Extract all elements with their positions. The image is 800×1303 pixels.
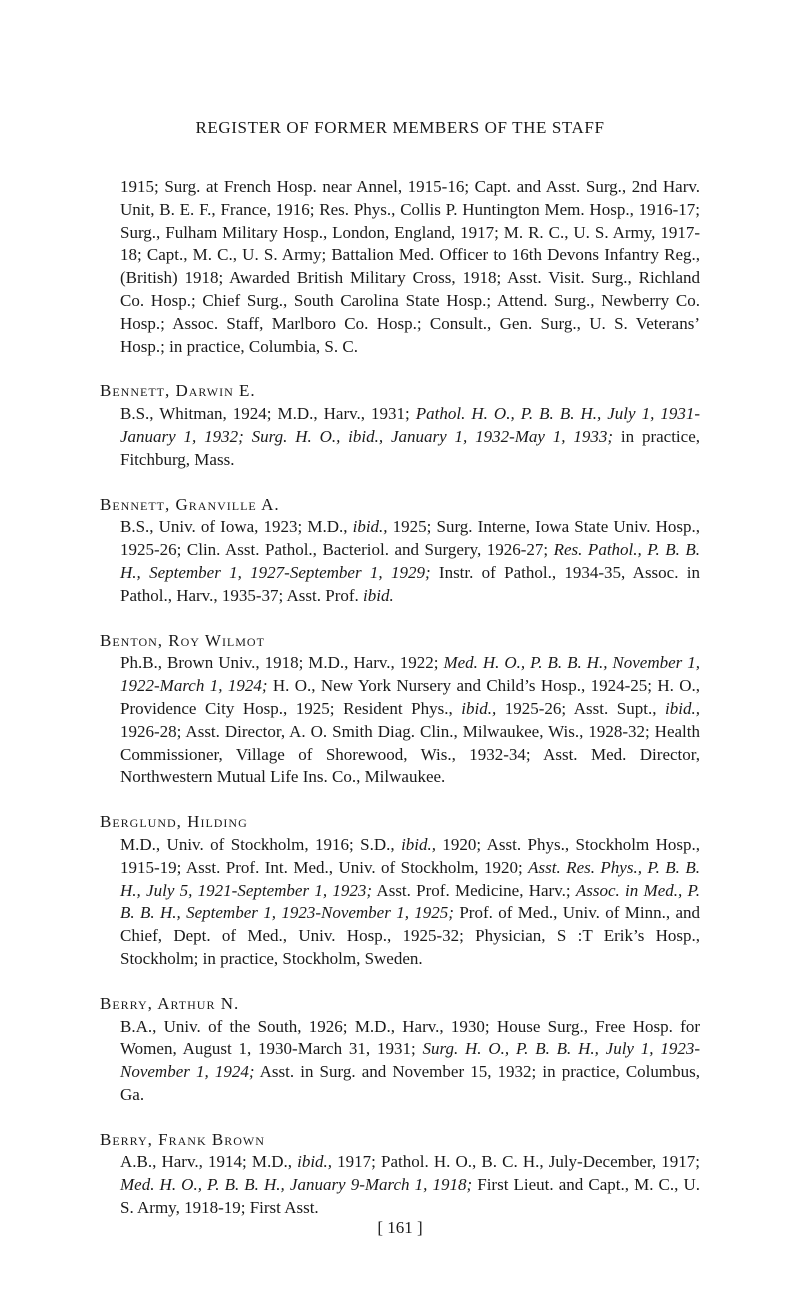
entry-body-segment: Res. Pathol., P. B. B. H., September 1, 1927-September 1, 1929; xyxy=(120,540,700,582)
entry-body-segment: Prof. of Med., Univ. of Minn., and Chief, Dept. of Med., Univ. Hosp., 1925-32; Physician, S :T Erik’s Hosp., Stockholm; in practice, Stockholm, Sweden. xyxy=(120,903,700,968)
entry-body xyxy=(100,834,700,971)
entry-body xyxy=(100,1016,700,1107)
entry-body-segment: ibid. xyxy=(363,585,394,605)
entry-body xyxy=(100,1151,700,1219)
entry-body-segment: M.D., Univ. of Stockholm, 1916; S.D., xyxy=(120,834,402,854)
entry-body-segment: Pathol. H. O., P. B. B. H., July 1, 1931-January 1, 1932; Surg. H. O., ibid., January 1, 1932-May 1, 1933; xyxy=(120,404,700,446)
entry-body-segment: Ph.B., Brown Univ., 1918; M.D., Harv., 1922; xyxy=(120,653,444,673)
entry-body-segment: Asst. Prof. Medicine, Harv.; xyxy=(372,880,576,900)
entry-body-segment: ibid., xyxy=(297,1152,333,1172)
entry-body-segment: Med. H. O., P. B. B. H., November 1, 1922-March 1, 1924; xyxy=(120,653,701,696)
register-entry xyxy=(100,1129,700,1220)
entry-body-segment: B.S., Whitman, 1924; M.D., Harv., 1931; xyxy=(120,404,416,424)
entry-body xyxy=(100,403,700,471)
entry-body-segment: 1925; Surg. Interne, Iowa State Univ. Hosp., 1925-26; Clin. Asst. Pathol., Bacteriol. and Surgery, 1926-27; xyxy=(120,517,701,560)
register-content xyxy=(100,176,700,1220)
entry-body-segment: ibid., xyxy=(665,698,700,718)
register-entry xyxy=(100,993,700,1107)
entry-body-segment: 1917; Pathol. H. O., B. C. H., July-December, 1917; xyxy=(332,1152,700,1172)
running-head: REGISTER OF FORMER MEMBERS OF THE STAFF xyxy=(195,118,605,137)
entry-body-segment: in practice, Fitchburg, Mass. xyxy=(120,426,701,469)
entry-body-segment: A.B., Harv., 1914; M.D., xyxy=(120,1152,298,1172)
entry-body xyxy=(100,652,700,789)
continued-entry-text xyxy=(100,176,700,358)
entry-name: Benton, Roy Wilmot xyxy=(100,630,265,650)
entry-body-segment: ibid., xyxy=(401,834,437,854)
entry-name: Bennett, Granville A. xyxy=(100,494,280,514)
entry-body-segment: Instr. of Pathol., 1934-35, Assoc. in Pathol., Harv., 1935-37; Asst. Prof. xyxy=(120,562,700,605)
register-entry xyxy=(100,380,700,471)
page-number: [ 161 ] xyxy=(377,1218,423,1237)
entry-body-segment: First Lieut. and Capt., M. C., U. S. Army, 1918-19; First Asst. xyxy=(120,1175,700,1218)
entry-name: Berry, Frank Brown xyxy=(100,1129,265,1149)
entry-body-segment: Assoc. in Med., P. B. B. H., September 1, 1923-November 1, 1925; xyxy=(120,880,700,923)
entry-body-segment: 1925-26; Asst. Supt., xyxy=(496,698,666,718)
entry-body-segment: B.S., Univ. of Iowa, 1923; M.D., xyxy=(120,517,353,537)
entry-body-segment: ibid., xyxy=(461,698,497,718)
entry-body-segment: B.A., Univ. of the South, 1926; M.D., Harv., 1930; House Surg., Free Hosp. for Women, August 1, 1930-March 31, 1931; xyxy=(120,1016,700,1059)
intro-segment: 1915; Surg. at French Hosp. near Annel, 1915-16; Capt. and Asst. Surg., 2nd Harv. Unit, B. E. F., France, 1916; Res. Phys., Collis P. Huntington Mem. Hosp., 1916-17; Surg., Fulham Military Hosp., London, England, 1917; M. R. C., U. S. Army, 1917-18; Capt., M. C., U. S. Army; Battalion Med. Officer to 16th Devons Infantry Reg., (British) 1918; Awarded British Military Cross, 1918; Asst. Visit. Surg., Richland Co. Hosp.; Chief Surg., South Carolina State Hosp.; Attend. Surg., Newberry Co. Hosp.; Assoc. Staff, Marlboro Co. Hosp.; Consult., Gen. Surg., U. S. Veterans’ Hosp.; in practice, Columbia, S. C. xyxy=(120,177,700,356)
entry-body xyxy=(100,516,700,607)
entry-name: Berglund, Hilding xyxy=(100,812,248,832)
register-entry xyxy=(100,811,700,971)
register-entries xyxy=(100,380,700,1220)
entry-body-segment: Asst. in Surg. and November 15, 1932; in practice, Columbus, Ga. xyxy=(120,1062,700,1104)
entry-body-segment: 1920; Asst. Phys., Stockholm Hosp., 1915-19; Asst. Prof. Int. Med., Univ. of Stockholm, 1920; xyxy=(120,834,700,877)
entry-body-segment: Asst. Res. Phys., P. B. B. H., July 5, 1921-September 1, 1923; xyxy=(120,857,700,900)
entry-body-segment: 1926-28; Asst. Director, A. O. Smith Diag. Clin., Milwaukee, Wis., 1928-32; Health Commissioner, Village of Shorewood, Wis., 1932-34; Asst. Med. Director, Northwestern Mutual Life Ins. Co., Milwaukee. xyxy=(120,721,700,787)
entry-body-segment: Surg. H. O., P. B. B. H., July 1, 1923-November 1, 1924; xyxy=(120,1039,700,1082)
entry-body-segment: ibid., xyxy=(352,517,388,537)
entry-name: Bennett, Darwin E. xyxy=(100,381,256,401)
entry-body-segment: H. O., New York Nursery and Child’s Hosp., 1924-25; H. O., Providence City Hosp., 1925; Resident Phys., xyxy=(120,676,700,718)
register-entry xyxy=(100,494,700,608)
entry-body-segment: Med. H. O., P. B. B. H., January 9-March 1, 1918; xyxy=(120,1175,473,1195)
register-entry xyxy=(100,630,700,790)
entry-name: Berry, Arthur N. xyxy=(100,993,240,1013)
